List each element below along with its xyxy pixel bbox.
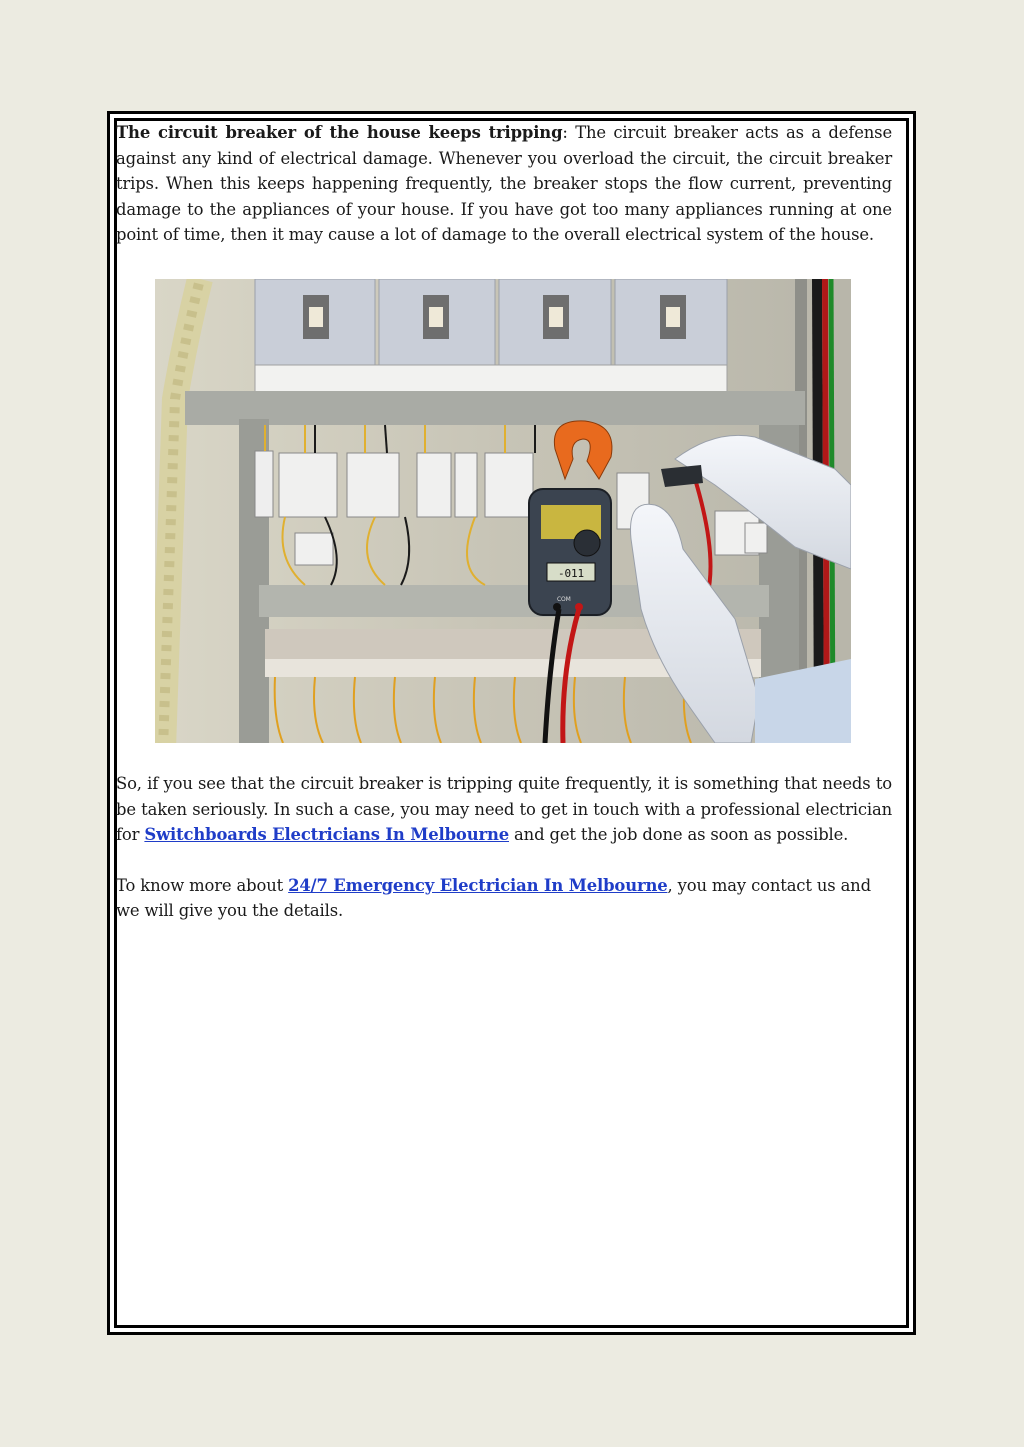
paragraph-circuit-breaker xyxy=(116,120,892,248)
electrician-photo xyxy=(155,279,851,743)
paragraph-text: and get the job done as soon as possible. xyxy=(509,825,849,845)
page-content-area xyxy=(107,111,910,1329)
paragraph-text: So, if you see that the circuit breaker is tripping quite frequently, it is something that needs to be taken seriously. In such a case, you may need to get in touch with a professional electrician for xyxy=(116,773,892,845)
paragraph-text: To know more about xyxy=(116,875,289,895)
meter-display-text: -011 xyxy=(558,566,584,580)
paragraph-text: , you may contact us and we will give you the details. xyxy=(116,875,871,921)
breakers-top xyxy=(255,279,727,397)
meter-com-label: COM xyxy=(557,595,571,603)
paragraph-lead-heading: The circuit breaker of the house keeps tripping xyxy=(116,123,563,142)
paragraph-recommendation xyxy=(116,771,892,848)
article-body xyxy=(116,120,892,924)
paragraph-text: : The circuit breaker acts as a defense against any kind of electrical damage. Whenever you overload the circuit, the circuit breaker trips. When this keeps happening frequently, the breaker stops the flow current, preventing damage to the appliances of your house. If you have got too many appliances running at one point of time, then it may cause a lot of damage to the overall electrical system of the house. xyxy=(116,123,892,245)
paragraph-contact xyxy=(116,873,892,924)
emergency-electrician-link[interactable]: 24/7 Emergency Electrician In Melbourne xyxy=(288,875,668,895)
switchboards-electricians-link[interactable]: Switchboards Electricians In Melbourne xyxy=(144,825,509,845)
